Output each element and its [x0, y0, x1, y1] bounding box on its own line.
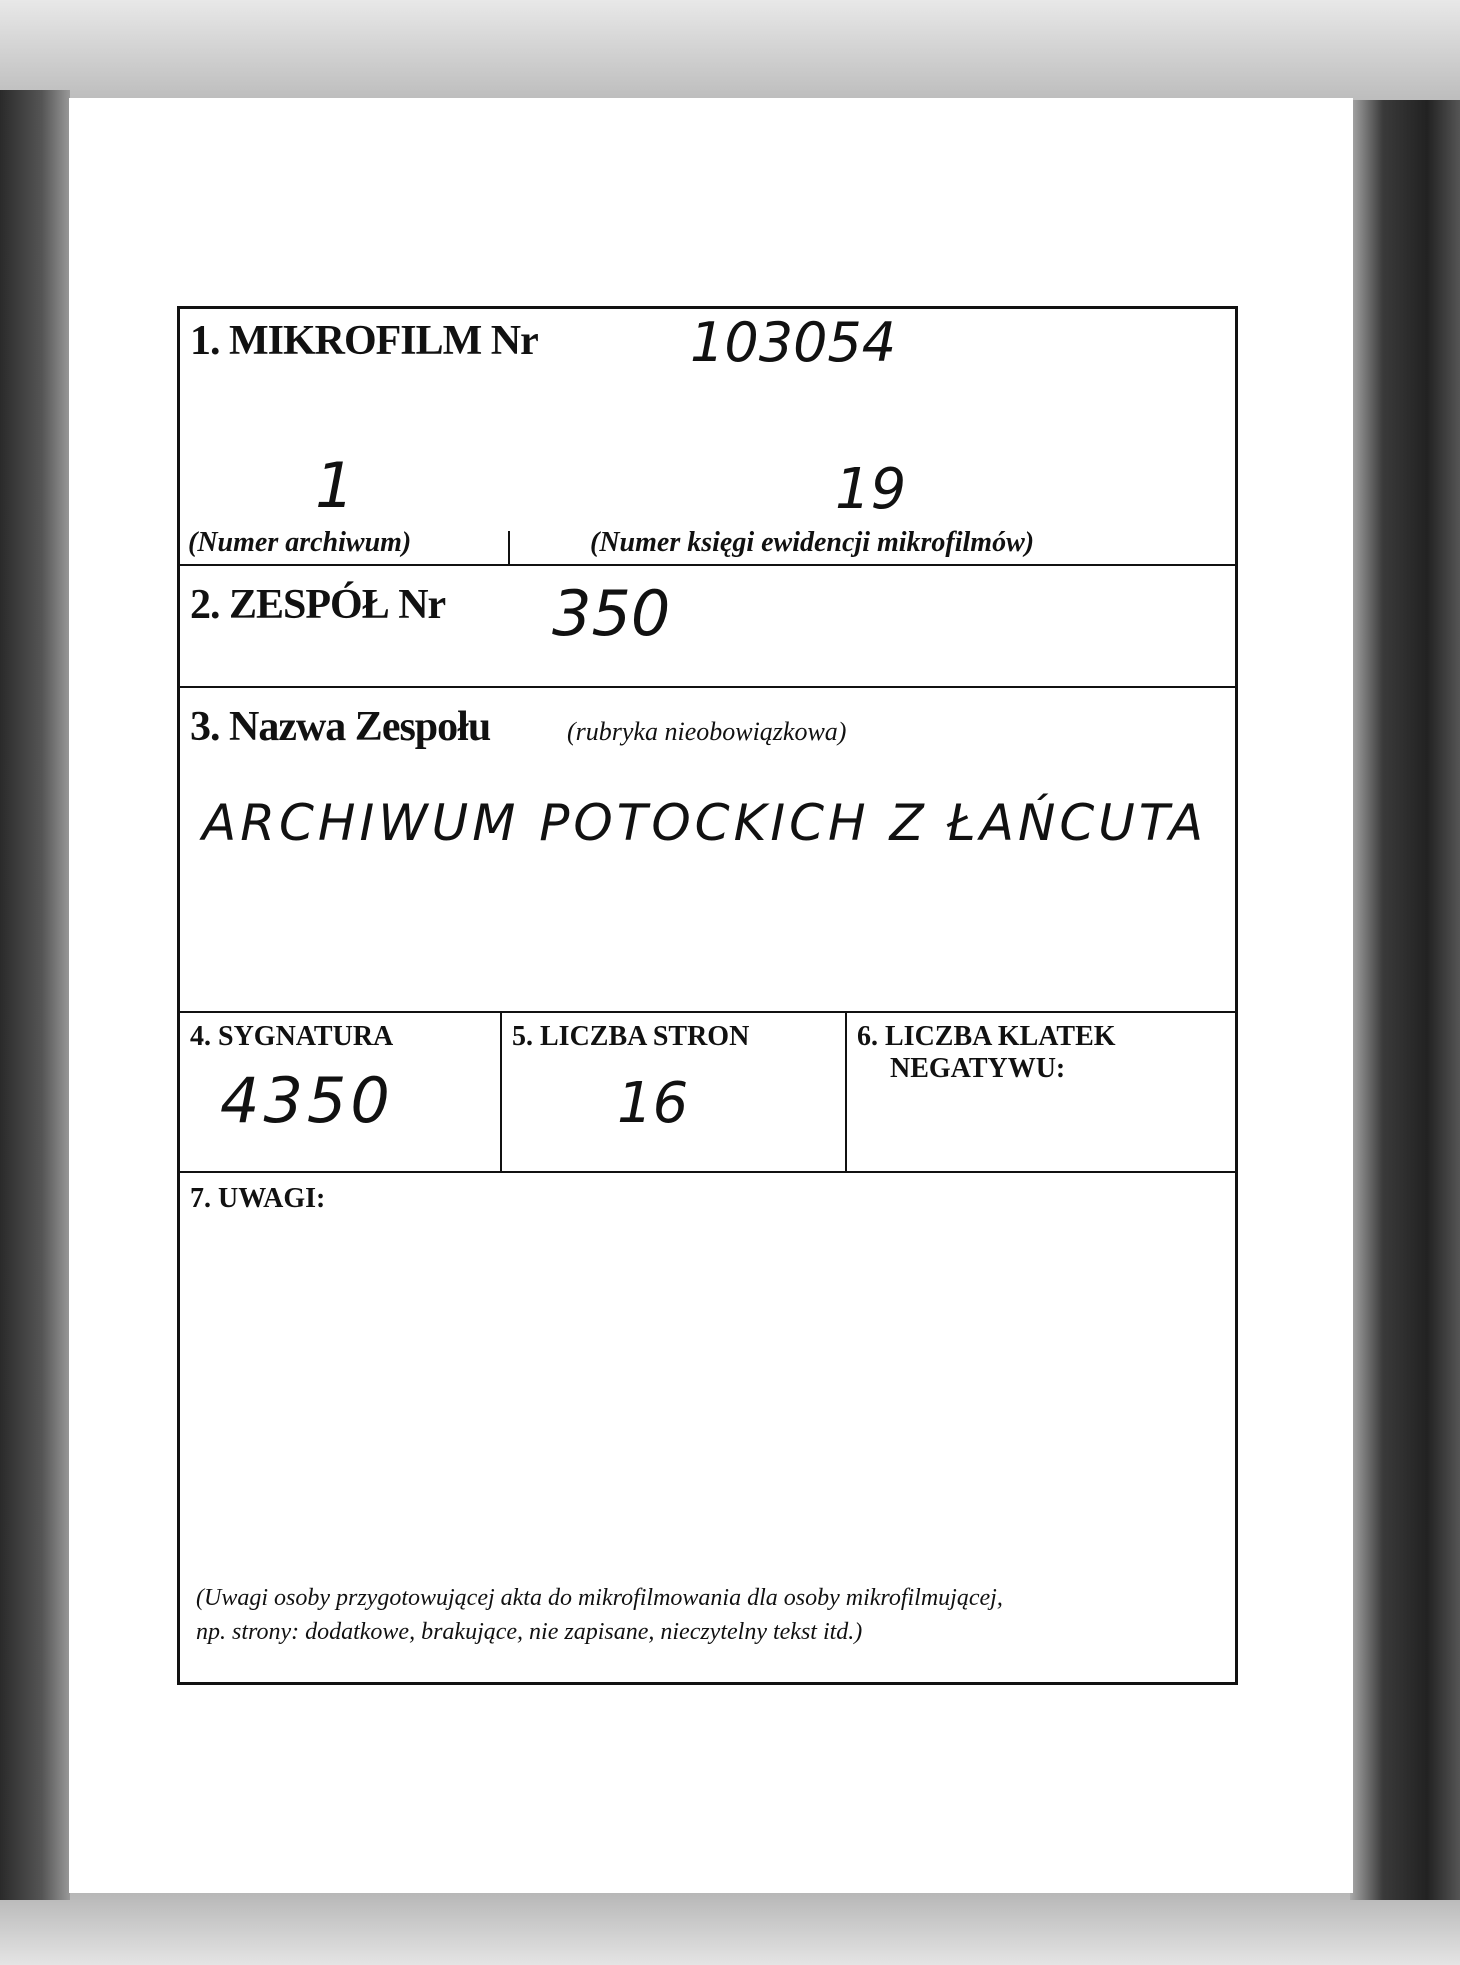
scan-right-edge: [1350, 100, 1460, 1900]
microfilm-number-label: 1. MIKROFILM Nr: [190, 318, 538, 364]
archive-number-value: 1: [315, 449, 355, 522]
row-divider: [180, 686, 1235, 688]
signature-label: 4. SYGNATURA: [190, 1021, 394, 1052]
page-count-label: 5. LICZBA STRON: [512, 1021, 750, 1052]
fonds-number-label: 2. ZESPÓŁ Nr: [190, 582, 446, 628]
microfilm-number-value: 103054: [690, 311, 897, 374]
frame-count-label-line2: NEGATYWU:: [890, 1053, 1066, 1084]
register-number-value: 19: [835, 457, 907, 522]
fonds-number-value: 350: [552, 577, 671, 650]
scan-top-edge: [0, 0, 1460, 100]
frame-count-label: 6. LICZBA KLATEK: [857, 1021, 1116, 1052]
archive-number-label: (Numer archiwum): [188, 527, 412, 558]
label-separator: [508, 531, 510, 565]
signature-value: 4350: [220, 1064, 394, 1137]
remarks-note-line2: np. strony: dodatkowe, brakujące, nie zapisane, nieczytelny tekst itd.): [196, 1619, 863, 1645]
remarks-label: 7. UWAGI:: [190, 1183, 326, 1214]
row-divider: [180, 564, 1235, 566]
row-divider: [180, 1011, 1235, 1013]
row-divider: [180, 1171, 1235, 1173]
column-divider: [845, 1011, 847, 1171]
fonds-name-label: 3. Nazwa Zespołu: [190, 704, 491, 750]
register-number-label: (Numer księgi ewidencji mikrofilmów): [590, 527, 1035, 558]
microfilm-form: [177, 306, 1238, 1685]
fonds-name-hint: (rubryka nieobowiązkowa): [567, 717, 847, 746]
column-divider: [500, 1011, 502, 1171]
page-count-value: 16: [617, 1071, 689, 1136]
remarks-note-line1: (Uwagi osoby przygotowującej akta do mikrofilmowania dla osoby mikrofilmującej,: [196, 1585, 1003, 1611]
fonds-name-value: ARCHIWUM POTOCKICH Z ŁAŃCUTA: [202, 794, 1208, 852]
scan-left-edge: [0, 90, 70, 1900]
scan-bottom-edge: [0, 1890, 1460, 1965]
